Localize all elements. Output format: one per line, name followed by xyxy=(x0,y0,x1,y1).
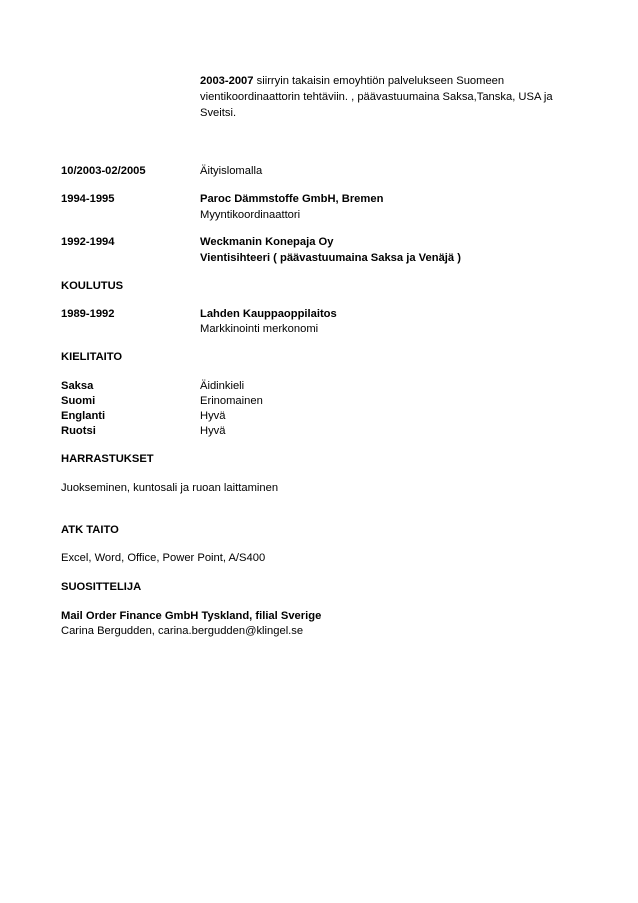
reference-contact: Carina Bergudden, carina.bergudden@klingel.se xyxy=(61,625,304,637)
education-school: Lahden Kauppaoppilaitos xyxy=(200,308,337,320)
intro-line-1 xyxy=(200,74,504,89)
language-level: Hyvä xyxy=(200,410,226,422)
work-period: 10/2003-02/2005 xyxy=(61,165,146,177)
language-name: Ruotsi xyxy=(61,425,96,437)
work-role: Vientisihteeri ( päävastuumaina Saksa ja Venäjä ) xyxy=(200,252,461,264)
languages-heading: KIELITAITO xyxy=(61,351,123,363)
language-level: Hyvä xyxy=(200,425,226,437)
language-level: Äidinkieli xyxy=(200,380,245,392)
intro-years: 2003-2007 xyxy=(200,75,254,87)
it-skills-heading: ATK TAITO xyxy=(61,524,119,536)
hobbies-text: Juokseminen, kuntosali ja ruoan laittaminen xyxy=(61,482,279,494)
work-role: Äityislomalla xyxy=(200,165,263,177)
it-skills-text: Excel, Word, Office, Power Point, A/S400 xyxy=(61,552,266,564)
language-name: Saksa xyxy=(61,380,94,392)
education-heading: KOULUTUS xyxy=(61,280,124,292)
language-level: Erinomainen xyxy=(200,395,263,407)
language-name: Suomi xyxy=(61,395,96,407)
work-employer: Weckmanin Konepaja Oy xyxy=(200,236,334,248)
work-employer: Paroc Dämmstoffe GmbH, Bremen xyxy=(200,193,384,205)
reference-heading: SUOSITTELIJA xyxy=(61,581,142,593)
hobbies-heading: HARRASTUKSET xyxy=(61,453,154,465)
reference-company: Mail Order Finance GmbH Tyskland, filial Sverige xyxy=(61,610,322,622)
intro-text-1: siirryin takaisin emoyhtiön palvelukseen Suomeen xyxy=(253,75,505,87)
work-period: 1992-1994 xyxy=(61,236,115,248)
intro-line-2: vientikoordinaattorin tehtäviin. , päävastuumaina Saksa,Tanska, USA ja xyxy=(200,91,553,103)
education-period: 1989-1992 xyxy=(61,308,115,320)
education-degree: Markkinointi merkonomi xyxy=(200,323,319,335)
work-role: Myyntikoordinaattori xyxy=(200,209,301,221)
work-period: 1994-1995 xyxy=(61,193,115,205)
language-name: Englanti xyxy=(61,410,106,422)
intro-line-3: Sveitsi. xyxy=(200,107,237,119)
